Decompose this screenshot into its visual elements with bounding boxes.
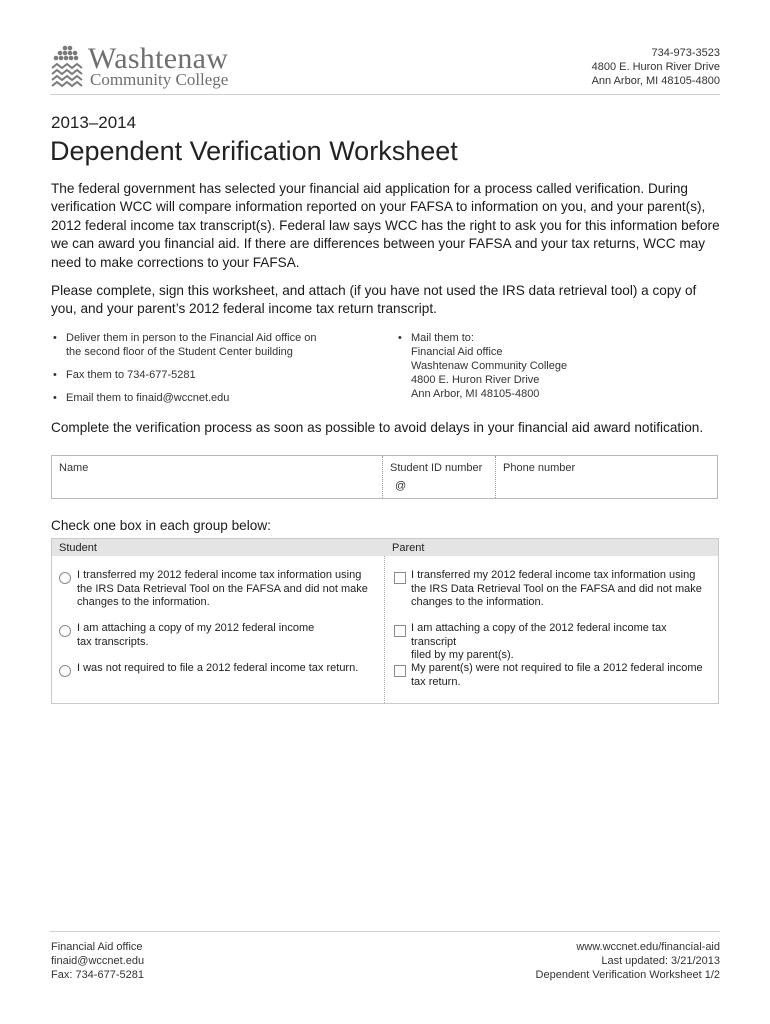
student-id-prefix: @	[395, 480, 407, 492]
footer-page-number: Dependent Verification Worksheet 1/2	[535, 969, 720, 981]
parent-option-2-checkbox[interactable]	[394, 625, 406, 637]
name-label: Name	[59, 462, 89, 474]
parent-option-3-checkbox[interactable]	[394, 665, 406, 677]
student-option-3-label: I was not required to file a 2012 federal income tax return.	[77, 662, 359, 674]
college-address	[592, 46, 720, 88]
college-logo	[50, 44, 230, 90]
student-option-3-radio[interactable]	[59, 665, 71, 677]
student-option-1-radio[interactable]	[59, 572, 71, 584]
college-phone: 734-973-3523	[651, 47, 720, 59]
footer-office: Financial Aid office	[51, 941, 143, 953]
parent-option-1-label: I transferred my 2012 federal income tax information using the IRS Data Retrieval Tool on the FAFSA and did not make changes to the information.	[411, 569, 702, 608]
parent-option-2-label: I am attaching a copy of the 2012 federal income tax transcript filed by my parent(s).	[411, 622, 667, 661]
phone-field[interactable]	[496, 456, 717, 498]
student-option-1-label: I transferred my 2012 federal income tax information using the IRS Data Retrieval Tool on the FAFSA and did not make changes to the information.	[77, 569, 368, 608]
footer-contact	[51, 940, 144, 982]
options-header	[52, 539, 718, 556]
page-title: Dependent Verification Worksheet	[50, 136, 458, 166]
footer-url: www.wccnet.edu/financial-aid	[576, 941, 720, 953]
verification-options-table	[51, 538, 719, 704]
list-item: • Mail them to: Financial Aid office Washtenaw Community College 4800 E. Huron River Drive Ann Arbor, MI 48105-4800	[396, 331, 696, 401]
footer-updated: Last updated: 3/21/2013	[601, 955, 720, 967]
college-street: 4800 E. Huron River Drive	[591, 61, 720, 73]
student-info-box	[51, 455, 718, 499]
student-column-header: Student	[59, 542, 97, 554]
delivery-options-list	[51, 331, 351, 414]
name-field[interactable]	[52, 456, 383, 498]
list-item: • Fax them to 734-677-5281	[51, 368, 351, 382]
check-instructions: Check one box in each group below:	[51, 518, 271, 533]
student-id-field[interactable]	[383, 456, 496, 498]
instructions-paragraph: Please complete, sign this worksheet, and attach (if you have not used the IRS data retrieval tool) a copy of you, and your parent’s 2012 federal income tax return transcript.	[51, 283, 697, 317]
deadline-notice: Complete the verification process as soon as possible to avoid delays in your financial aid award notification.	[51, 420, 704, 435]
logo-wave-icon	[50, 44, 88, 88]
footer-email: finaid@wccnet.edu	[51, 955, 145, 967]
phone-label: Phone number	[503, 462, 576, 474]
mail-address-list	[396, 331, 696, 410]
student-id-label: Student ID number	[390, 462, 483, 474]
header-divider	[50, 94, 720, 95]
footer-fax: Fax: 734-677-5281	[51, 969, 144, 981]
parent-option-1-checkbox[interactable]	[394, 572, 406, 584]
student-option-2-label: I am attaching a copy of my 2012 federal income tax transcripts.	[77, 622, 315, 648]
logo-name: Washtenaw	[88, 42, 229, 75]
list-item: • Deliver them in person to the Financial Aid office on the second floor of the Student Center building	[51, 331, 351, 359]
intro-paragraph: The federal government has selected your financial aid application for a process called verification. During verification WCC will compare information reported on your FAFSA to information on you, and your parent(s), 2012 federal income tax transcript(s). Federal law says WCC has the right to ask you for this information before we can award you financial aid. If there are differences between your FAFSA and your tax returns, WCC may need to make corrections to your FAFSA.	[51, 181, 720, 270]
logo-subtitle: Community College	[90, 70, 229, 89]
parent-column-header: Parent	[392, 542, 425, 554]
parent-option-3-label: My parent(s) were not required to file a 2012 federal income tax return.	[411, 662, 703, 688]
list-item: • Email them to finaid@wccnet.edu	[51, 391, 351, 405]
footer-meta	[536, 940, 720, 982]
college-city: Ann Arbor, MI 48105-4800	[591, 75, 720, 87]
footer-divider	[50, 931, 720, 932]
student-option-2-radio[interactable]	[59, 625, 71, 637]
award-year: 2013–2014	[51, 113, 137, 132]
column-divider	[384, 556, 385, 703]
